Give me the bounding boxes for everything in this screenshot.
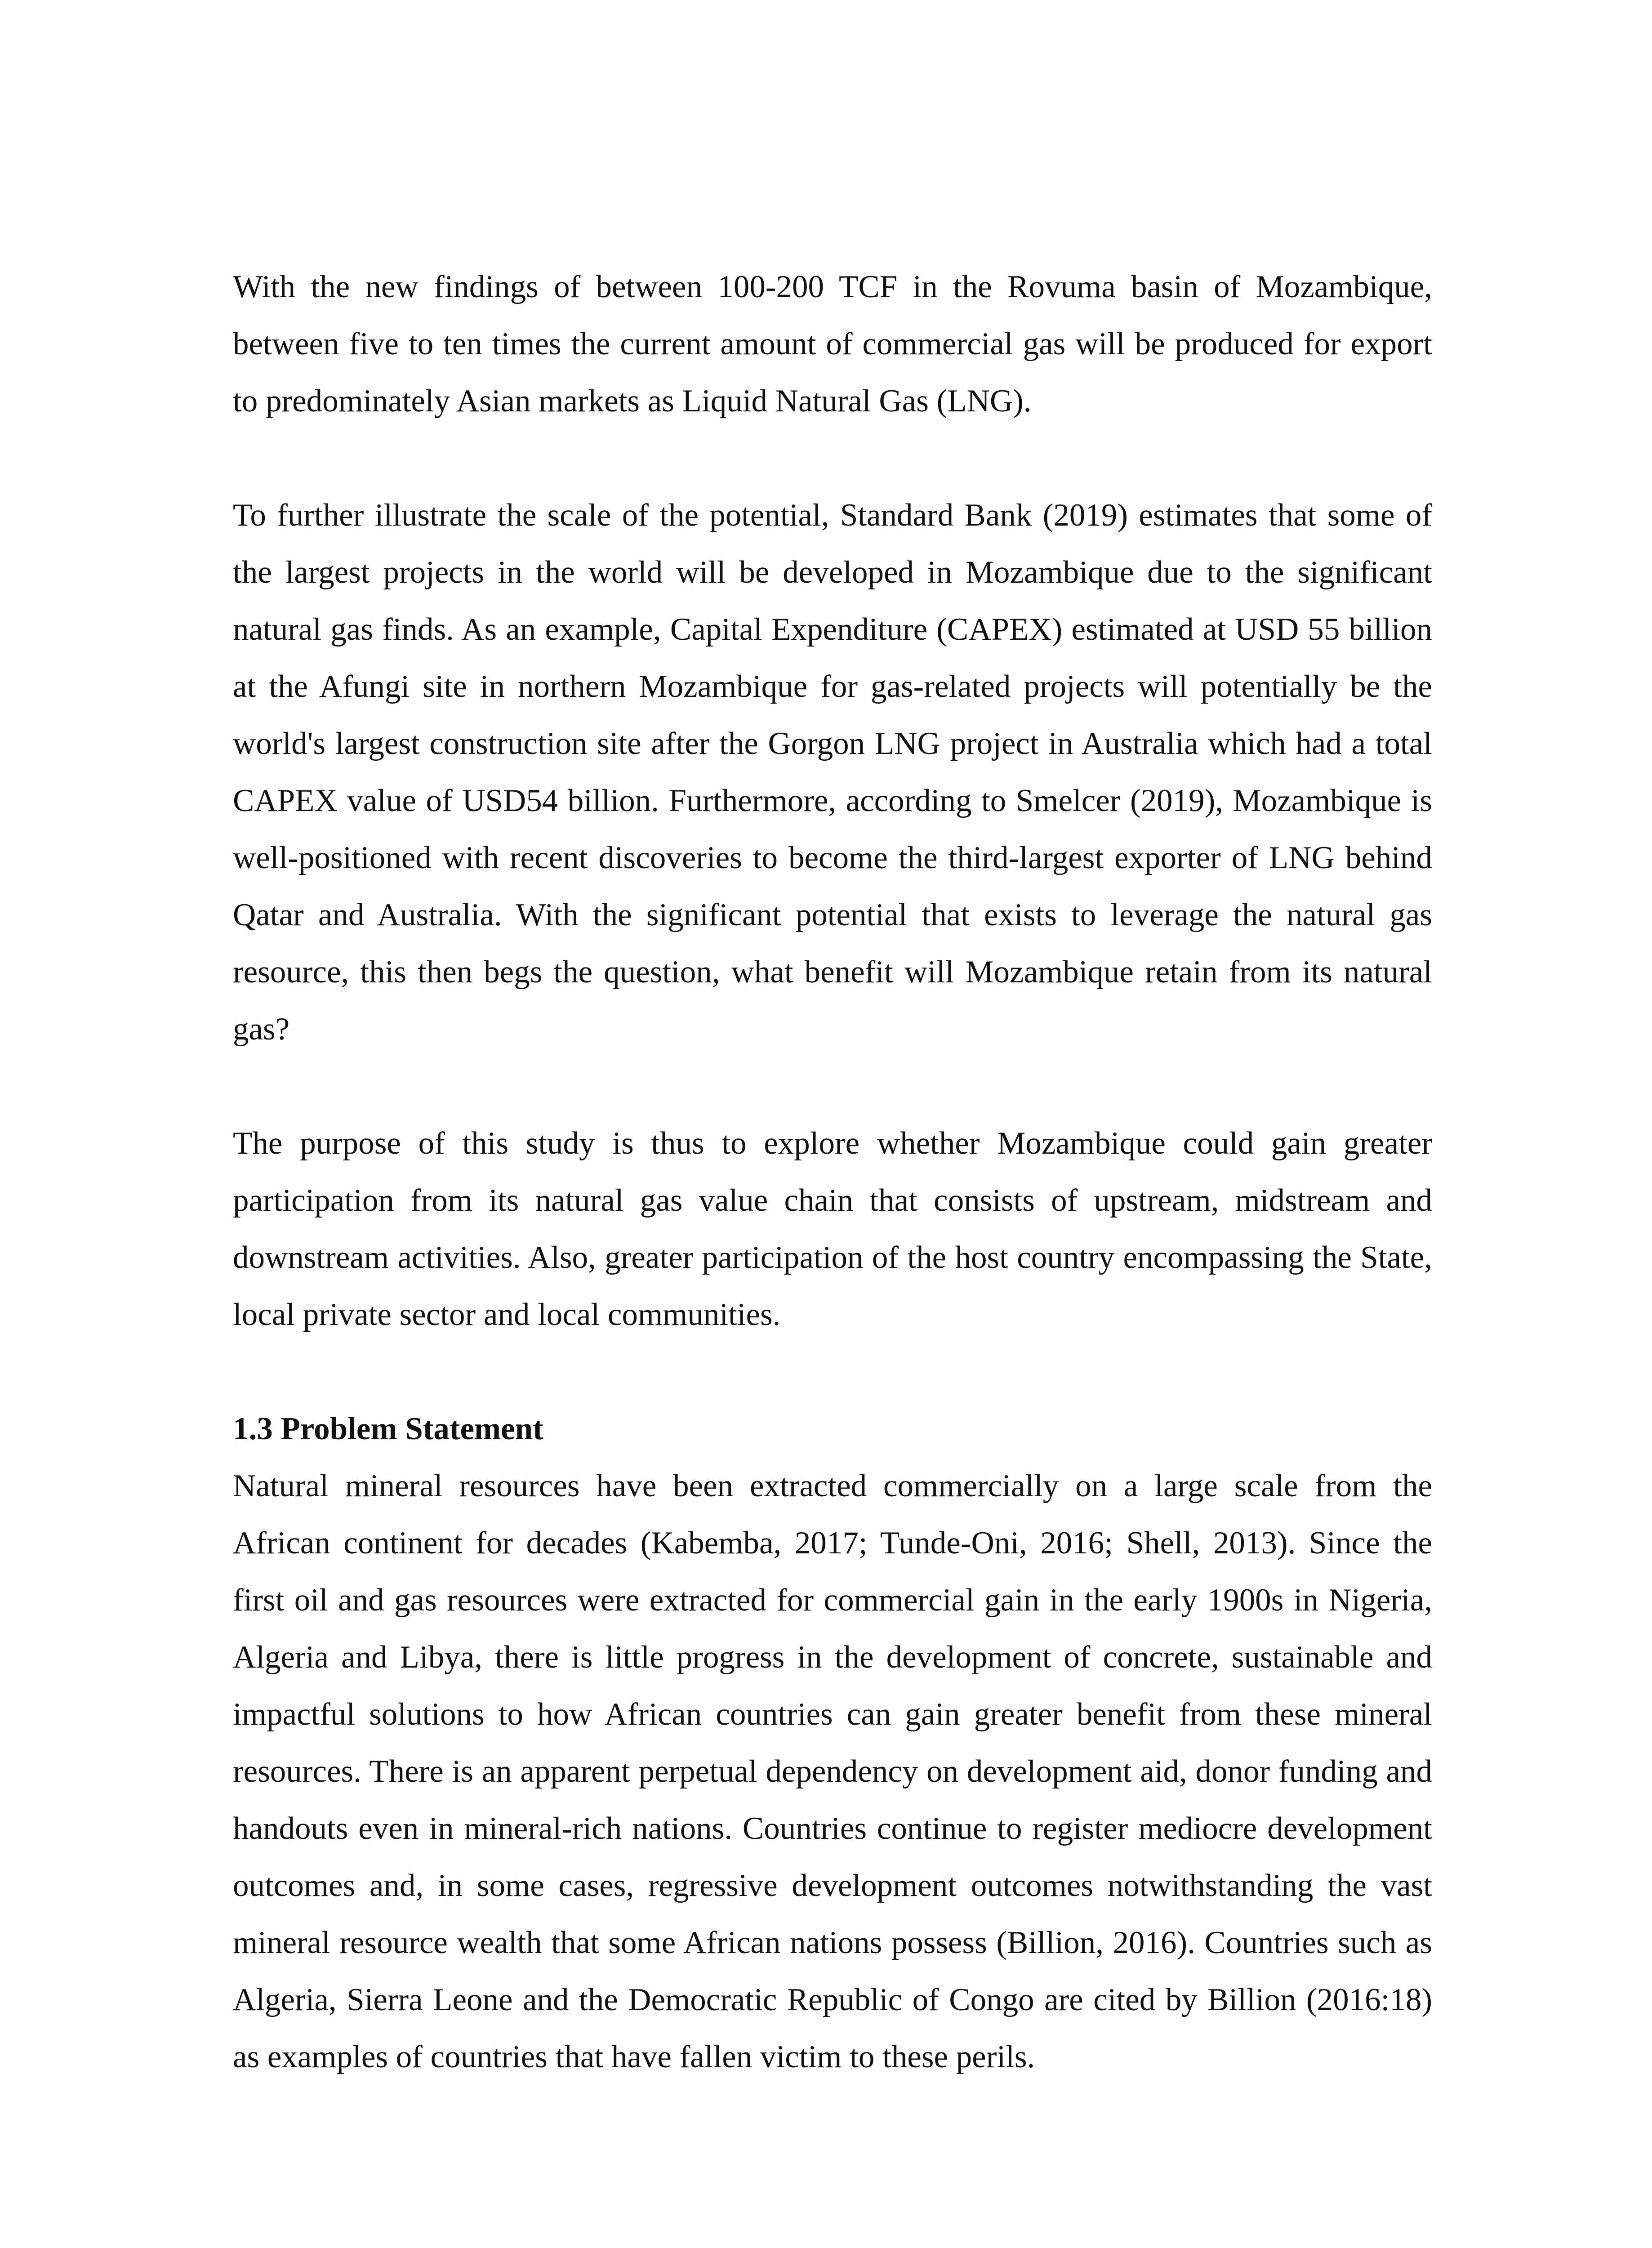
page-number [0, 2246, 1652, 2248]
paragraph-problem-statement: Natural mineral resources have been extracted commercially on a large scale from the African continent for decades (Kabemba, 2017; Tunde-Oni, 2016; Shell, 2013). Since the first oil and gas resources were extracted for commercial gain in the early 1900s in Nigeria, Algeria and Libya, there is little progress in the development of concrete, sustainable and impactful solutions to how African countries can gain greater benefit from these mineral resources. There is an apparent perpetual dependency on development aid, donor funding and handouts even in mineral-rich nations. Countries continue to register mediocre development outcomes and, in some cases, regressive development outcomes notwithstanding the vast mineral resource wealth that some African nations possess (Billion, 2016). Countries such as Algeria, Sierra Leone and the Democratic Republic of Congo are cited by Billion (2016:18) as examples of countries that have fallen victim to these perils. [233, 1468, 1432, 2074]
paragraph-rovuma-findings: With the new findings of between 100-200 TCF in the Rovuma basin of Mozambique, between five to ten times the current amount of commercial gas will be produced for export to predominately Asian markets as Liquid Natural Gas (LNG). [233, 269, 1432, 419]
paragraph-study-purpose: The purpose of this study is thus to explore whether Mozambique could gain greater participation from its natural gas value chain that consists of upstream, midstream and downstream activities. Also, greater participation of the host country encompassing the State, local private sector and local communities. [233, 1126, 1432, 1332]
section-heading: 1.3 Problem Statement [233, 1411, 543, 1446]
page-body [233, 259, 1432, 2086]
paragraph-gap [233, 1343, 1432, 1401]
paragraph-gap [233, 1058, 1432, 1115]
paragraph-gap [233, 430, 1432, 487]
paragraph-scale-of-potential: To further illustrate the scale of the potential, Standard Bank (2019) estimates that some of the largest projects in the world will be developed in Mozambique due to the significant natural gas finds. As an example, Capital Expenditure (CAPEX) estimated at USD 55 billion at the Afungi site in northern Mozambique for gas-related projects will potentially be the world's largest construction site after the Gorgon LNG project in Australia which had a total CAPEX value of USD54 billion. Furthermore, according to Smelcer (2019), Mozambique is well-positioned with recent discoveries to become the third-largest exporter of LNG behind Qatar and Australia. With the significant potential that exists to leverage the natural gas resource, this then begs the question, what benefit will Mozambique retain from its natural gas? [233, 498, 1432, 1047]
